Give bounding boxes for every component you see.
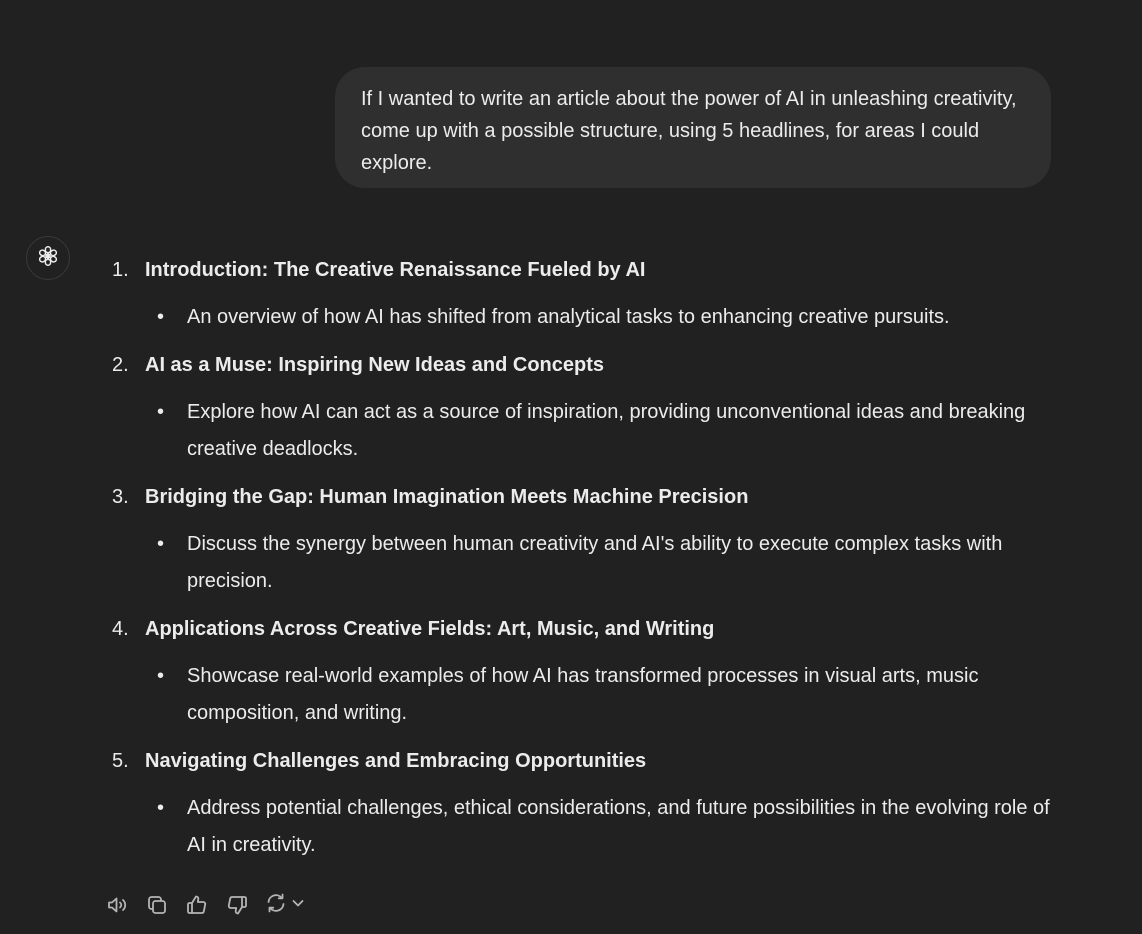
headline-title: Introduction: The Creative Renaissance Fueled by AI (145, 259, 646, 281)
assistant-response (110, 251, 1070, 874)
read-aloud-icon (105, 893, 129, 917)
copy-button[interactable] (144, 892, 170, 918)
headline-item-2 (110, 346, 1070, 468)
thumbs-down-icon (225, 893, 249, 917)
headline-points (145, 394, 1070, 468)
bullet-point (145, 658, 1070, 732)
bullet-point (145, 394, 1070, 468)
headline-points (145, 658, 1070, 732)
bullet-text: Address potential challenges, ethical considerations, and future possibilities in the evolving role of AI in creativity. (187, 797, 1050, 856)
thumbs-up-icon (185, 893, 209, 917)
bullet-text: Explore how AI can act as a source of inspiration, providing unconventional ideas and breaking creative deadlocks. (187, 401, 1026, 460)
headline-number: 5. (112, 750, 129, 772)
headline-item-3 (110, 478, 1070, 600)
headline-title: Bridging the Gap: Human Imagination Meets Machine Precision (145, 486, 749, 508)
regenerate-icon (264, 891, 288, 920)
assistant-avatar (26, 236, 70, 280)
bullet-point (145, 299, 1070, 336)
headline-title: Applications Across Creative Fields: Art, Music, and Writing (145, 618, 715, 640)
headline-item-1 (110, 251, 1070, 336)
headline-title: Navigating Challenges and Embracing Opportunities (145, 750, 647, 772)
bullet-point (145, 526, 1070, 600)
thumbs-up-button[interactable] (184, 892, 210, 918)
message-actions (104, 892, 306, 918)
headline-number: 2. (112, 354, 129, 376)
headline-item-5 (110, 742, 1070, 864)
bullet-icon: • (157, 665, 165, 687)
bullet-text: Showcase real-world examples of how AI has transformed processes in visual arts, music composition, and writing. (187, 665, 979, 724)
bullet-text: Discuss the synergy between human creativity and AI's ability to execute complex tasks with precision. (187, 533, 1003, 592)
headline-points (145, 526, 1070, 600)
bullet-text: An overview of how AI has shifted from analytical tasks to enhancing creative pursuits. (187, 306, 950, 328)
headline-points (145, 790, 1070, 864)
headline-title: AI as a Muse: Inspiring New Ideas and Concepts (145, 354, 604, 376)
read-aloud-button[interactable] (104, 892, 130, 918)
thumbs-down-button[interactable] (224, 892, 250, 918)
bullet-icon: • (157, 306, 165, 328)
headline-points (145, 299, 1070, 336)
bullet-icon: • (157, 533, 165, 555)
bullet-point (145, 790, 1070, 864)
regenerate-button[interactable] (264, 891, 306, 920)
headline-item-4 (110, 610, 1070, 732)
headline-list (110, 251, 1070, 864)
headline-number: 1. (112, 259, 129, 281)
user-message-bubble (335, 67, 1051, 188)
chevron-down-icon (290, 895, 306, 916)
headline-number: 3. (112, 486, 129, 508)
openai-logo-icon (36, 244, 60, 273)
bullet-icon: • (157, 797, 165, 819)
user-message-text: If I wanted to write an article about the power of AI in unleashing creativity, come up with a possible structure, using 5 headlines, for areas I could explore. (361, 88, 1017, 174)
headline-number: 4. (112, 618, 129, 640)
copy-icon (145, 893, 169, 917)
bullet-icon: • (157, 401, 165, 423)
